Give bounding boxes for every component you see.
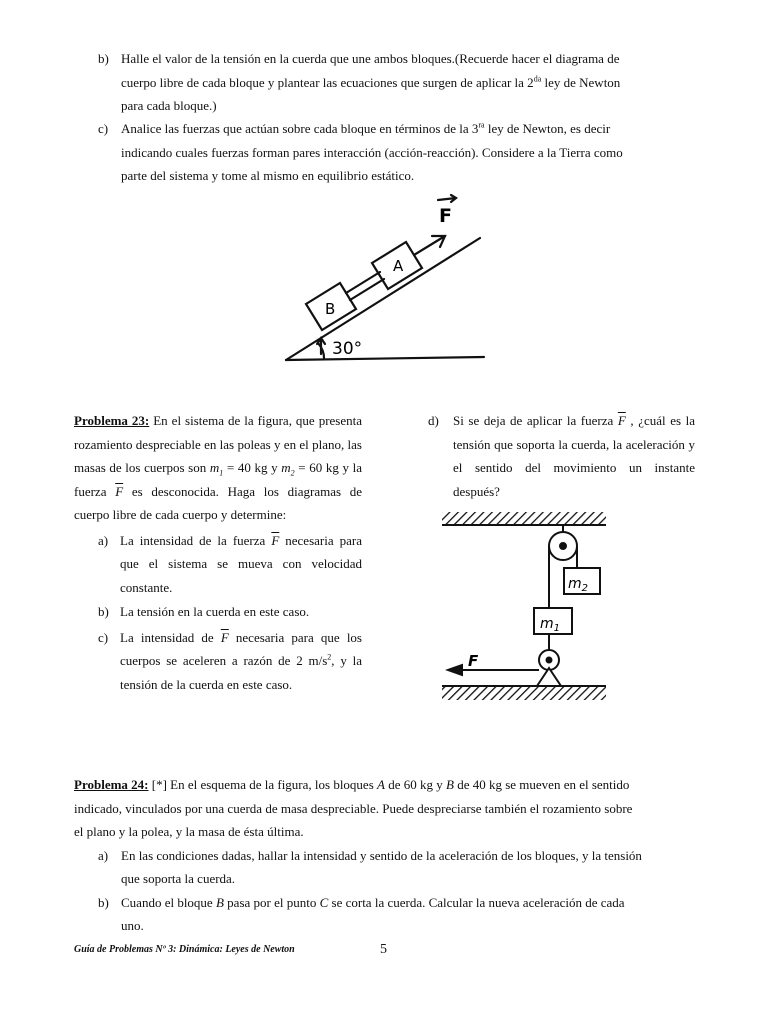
- rope: [346, 272, 380, 293]
- problem-23-item-c: c) La intensidad de $\overline{F}$ necesaria para que los cuerpos se aceleren a razón de 2 $m/s^2$, y la tensión de la cuerda en este caso.: [98, 629, 362, 692]
- incline-figure: [280, 192, 500, 372]
- pulley-support: [537, 668, 561, 686]
- problem-24: Problema 24: [*] En el esquema de la figura, los bloques A de 60 kg y B de 40 kg se mueven en el sentido indicado, vinculados por una cuerda de masa despreciable. Puede despreciarse también el rozamiento sobre el plano y la polea, y la masa de ésta última. a) En las condiciones dadas, hallar la intensidad y sentido de la aceleración de los bloques, y la tensión que soporta la cuerda. b) Cuando el bloque B pasa por el punto C se corta la cuerda. Calcular la nueva aceleración de cada uno.: [74, 773, 696, 938]
- problem-23-item-b: b) La tensión en la cuerda en este caso.: [98, 604, 310, 619]
- problem-23-item-d: d) Si se deja de aplicar la fuerza $\overline{F}$ , ¿cuál es la tensión que soporta la cuerda, la aceleración y el sentido del movimiento un instante después?: [428, 413, 695, 499]
- problem-23: Problema 23: En el sistema de la figura, que presenta rozamiento despreciable en las poleas y en el plano, las masas de los cuerpos son $m_1 = 40$ kg y $m_2 = 60$ kg y la fuerza $\overline{F}$ es desconocida. Haga los diagramas de cuerpo libre de cada cuerpo y determine: a) La intensidad de la fuerza $\overline{F}$ necesaria para que el sistema se mueva con velocidad constante. b) La tensión en la cuerda en este caso. c) La intensidad de $\overline{F}$ necesaria para que los cuerpos se aceleren a razón de 2 $m/s^2$, y la tensión de la cuerda en este caso.: [74, 409, 362, 696]
- footer-title: Guía de Problemas Nº 3: Dinámica: Leyes de Newton: [74, 944, 295, 955]
- block-b-label: B: [325, 300, 336, 318]
- problem-24-heading: Problema 24:: [74, 777, 149, 792]
- incline-base: [286, 357, 484, 360]
- force-label: F: [468, 652, 479, 670]
- angle-label: 30°: [332, 339, 363, 359]
- m1-label: $m_1$: [540, 616, 561, 634]
- block-a-label: A: [393, 257, 404, 275]
- problem-24-item-b: b) Cuando el bloque B pasa por el punto C se corta la cuerda. Calcular la nueva aceleración de cada uno.: [98, 894, 625, 933]
- page-number: 5: [380, 942, 387, 957]
- problem-24-item-a: a) En las condiciones dadas, hallar la intensidad y sentido de la aceleración de los bloques, y la tensión que soporta la cuerda.: [98, 847, 642, 886]
- force-label: F: [439, 205, 452, 227]
- ceiling: [442, 512, 606, 525]
- pulley-figure: [436, 508, 612, 708]
- m2-label: $m_2$: [568, 576, 589, 594]
- problem-23-heading: Problema 23:: [74, 413, 150, 428]
- floor: [442, 686, 606, 700]
- problem-23-item-a: a) La intensidad de la fuerza $\overline{F}$ necesaria para que el sistema se mueva con velocidad constante.: [98, 532, 362, 595]
